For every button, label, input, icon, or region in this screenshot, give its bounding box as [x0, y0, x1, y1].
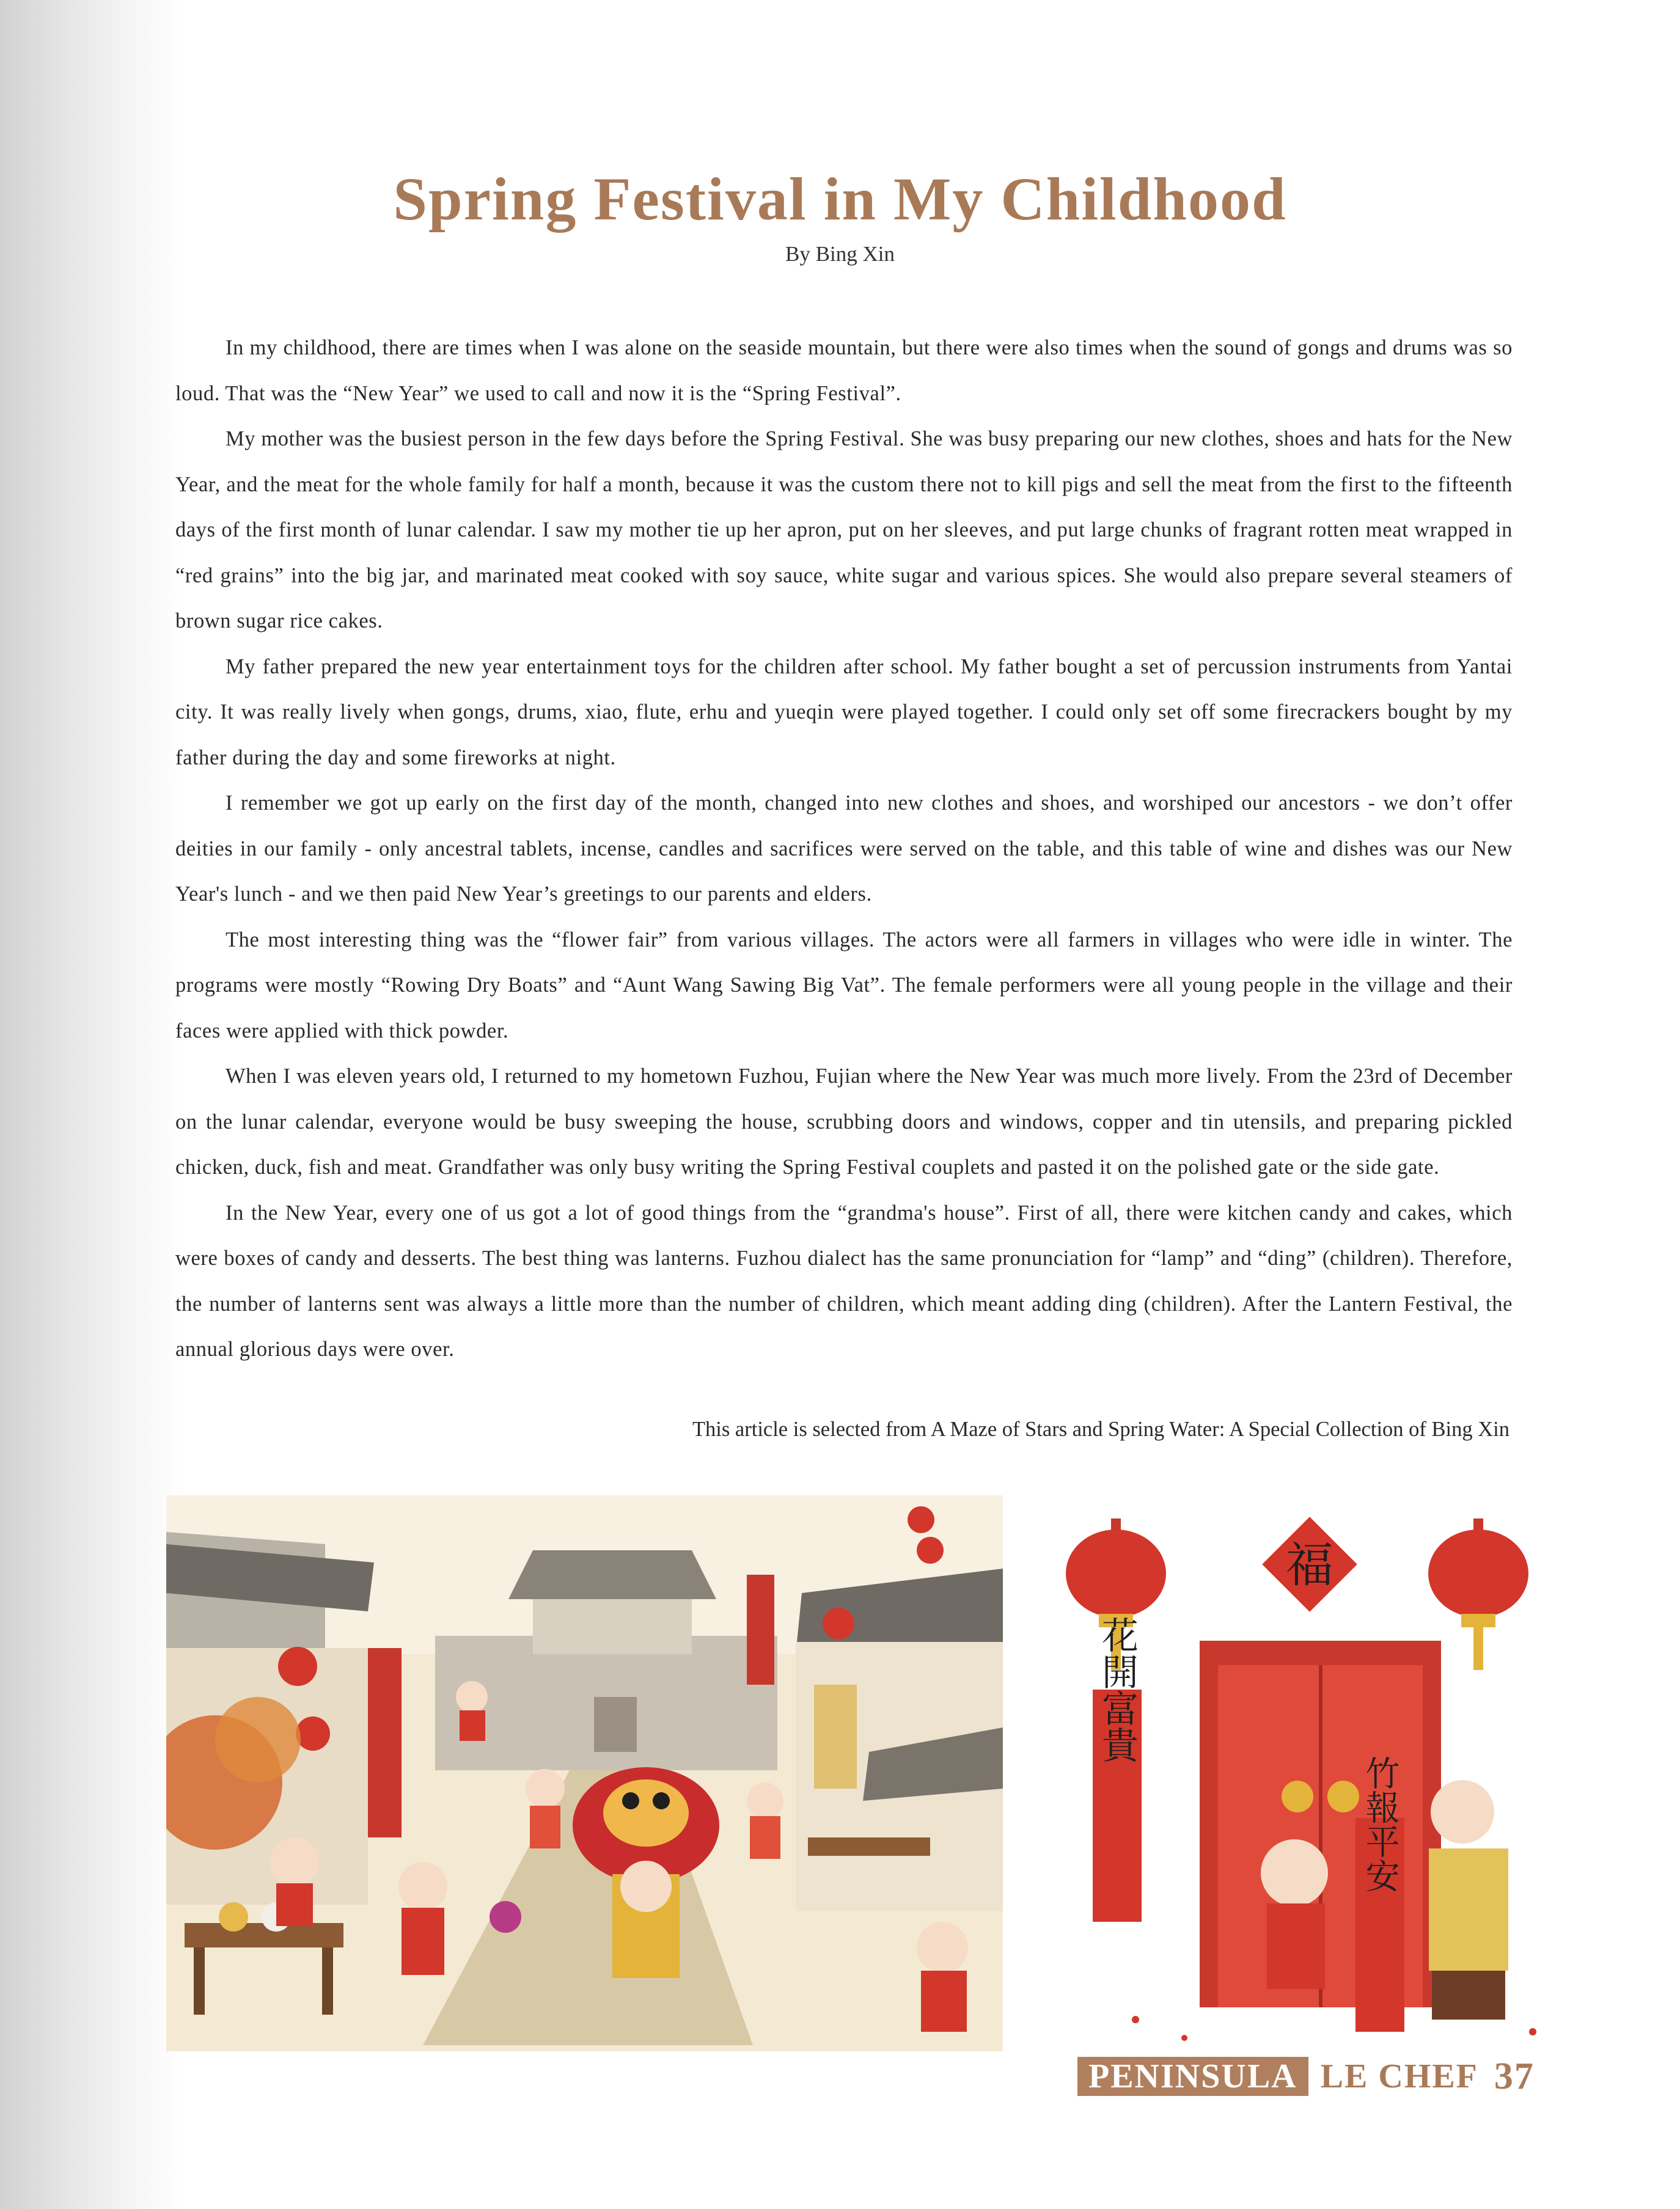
article-paragraph: When I was eleven years old, I returned to my hometown Fuzhou, Fujian where the New Year was much more lively. From the 23rd of December on the lunar calendar, everyone would be busy sweeping the house, scrubbing doors and windows, copper and tin utensils, and preparing pickled chicken, duck, fish and meat. Grandfather was only busy writing the Spring Festival couplets and pasted it on the polished gate or the side gate.: [175, 1064, 1513, 1179]
magazine-brand: PENINSULA: [1077, 2057, 1308, 2096]
article-paragraph: In my childhood, there are times when I was alone on the seaside mountain, but there were also times when the sound of gongs and drums was so loud. That was the “New Year” we used to call and now it is the “Spring Festival”.: [175, 336, 1513, 405]
article-paragraph: The most interesting thing was the “flower fair” from various villages. The actors were all farmers in villages who were idle in winter. The programs were mostly “Rowing Dry Boats” and “Aunt Wang Sawing Big Vat”. The female performers were all young people in the village and their faces were applied with thick powder.: [175, 928, 1513, 1042]
article-title: Spring Festival in My Childhood: [393, 165, 1287, 233]
new-year-door-illustration: [1056, 1506, 1579, 2062]
article-body: [175, 325, 1513, 1372]
svg-text:福: 福: [1285, 1538, 1334, 1593]
article-byline: By Bing Xin: [785, 242, 895, 266]
left-couplet: [1093, 1616, 1142, 1922]
source-note: This article is selected from A Maze of Stars and Spring Water: A Special Collection of Bing Xin: [692, 1418, 1509, 1441]
page-spine-shadow: [0, 0, 183, 2209]
page-footer: [1077, 2052, 1535, 2101]
article-paragraph: In the New Year, every one of us got a lot of good things from the “grandma's house”. First of all, there were kitchen candy and cakes, which were boxes of candy and desserts. The best thing was lanterns. Fuzhou dialect has the same pronunciation for “lamp” and “ding” (children). Therefore, the number of lanterns sent was always a little more than the number of children, which meant adding ding (children). After the Lantern Festival, the annual glorious days were over.: [175, 1201, 1513, 1361]
svg-text:竹報平安: 竹報平安: [1360, 1756, 1400, 1892]
right-couplet: [1355, 1756, 1404, 2032]
article-paragraph: I remember we got up early on the first day of the month, changed into new clothes and shoes, and worshiped our ancestors - we don’t offer deities in our family - only ancestral tablets, incense, candles and sacrifices were served on the table, and this table of wine and dishes was our New Year's lunch - and we then paid New Year’s greetings to our parents and elders.: [175, 791, 1513, 906]
festival-street-illustration: [166, 1495, 1003, 2051]
article-paragraph: My mother was the busiest person in the few days before the Spring Festival. She was busy preparing our new clothes, shoes and hats for the New Year, and the meat for the whole family for half a month, because it was the custom there not to kill pigs and sell the meat from the first to the fifteenth days of the first month of lunar calendar. I saw my mother tie up her apron, put on her sleeves, and put large chunks of fragrant rotten meat wrapped in “red grains” into the big jar, and marinated meat cooked with soy sauce, white sugar and various spices. She would also prepare several steamers of brown sugar rice cakes.: [175, 427, 1513, 632]
article-paragraph: My father prepared the new year entertainment toys for the children after school. My father bought a set of percussion instruments from Yantai city. It was really lively when gongs, drums, xiao, flute, erhu and yueqin were played together. I could only set off some firecrackers bought by my father during the day and some fireworks at night.: [175, 654, 1513, 769]
magazine-brand-suffix: LE CHEF: [1320, 2057, 1478, 2095]
svg-text:花開富貴: 花開富貴: [1096, 1616, 1139, 1763]
page-number: 37: [1494, 2055, 1535, 2097]
